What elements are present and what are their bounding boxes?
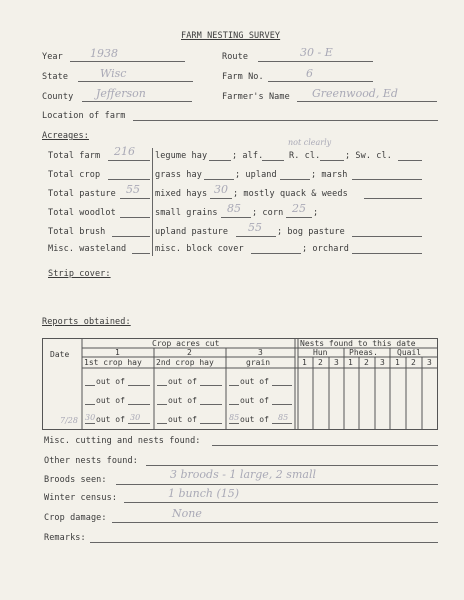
cell-line	[229, 404, 239, 405]
winter-census-label: Winter census:	[44, 493, 118, 503]
marsh-line	[352, 179, 422, 180]
other-nests-label: Other nests found:	[44, 456, 138, 466]
cell-line	[200, 423, 222, 424]
farm-no-label: Farm No.	[222, 72, 264, 82]
out-of-text: out of	[96, 396, 125, 405]
cell-line	[85, 404, 95, 405]
year-value: 1938	[90, 47, 118, 60]
quack-line	[364, 198, 422, 199]
report-date-value: 7/28	[60, 416, 78, 425]
bog-label: ; bog pasture	[277, 227, 345, 237]
out-of-text: out of	[96, 415, 125, 424]
quack-label: ; mostly quack & weeds	[233, 189, 348, 199]
mixed-value: 30	[214, 183, 228, 196]
report-cell-value: 30	[85, 413, 96, 422]
orchard-line	[352, 253, 422, 254]
acreage-row-line	[108, 160, 150, 161]
nest-sub: 2	[318, 358, 323, 367]
cell-line	[85, 423, 95, 424]
other-nests-line	[146, 465, 438, 466]
winter-census-line	[124, 502, 438, 503]
out-of-text: out of	[168, 396, 197, 405]
crop-col-1: 1	[115, 348, 120, 357]
corn-line	[286, 217, 312, 218]
mixed-label: mixed hays	[155, 189, 208, 199]
cell-line	[272, 423, 292, 424]
acreage-row-line	[132, 253, 150, 254]
strip-cover-label: Strip cover:	[48, 269, 111, 279]
acreage-row-line	[120, 217, 150, 218]
cell-line	[128, 385, 150, 386]
grass-label: grass hay	[155, 170, 202, 180]
state-value: Wisc	[100, 67, 127, 80]
farm-no-line	[268, 81, 373, 82]
acreage-row-label: Total farm	[48, 151, 101, 161]
orchard-label: ; orchard	[302, 244, 349, 254]
report-cell-value: 30	[130, 413, 141, 422]
mixed-line	[210, 198, 232, 199]
cell-line	[229, 423, 239, 424]
cell-line	[200, 404, 222, 405]
out-of-text: out of	[168, 415, 197, 424]
crop-sub-2: 2nd crop hay	[156, 358, 214, 367]
location-label: Location of farm	[42, 111, 126, 121]
rcl-label: R. cl.	[289, 151, 321, 161]
upland-line	[280, 179, 310, 180]
upland-pasture-line	[236, 236, 276, 237]
route-value: 30 - E	[300, 46, 333, 59]
state-label: State	[42, 72, 69, 82]
grass-line	[204, 179, 234, 180]
acreage-row-label: Total crop	[48, 170, 101, 180]
cell-line	[157, 423, 167, 424]
crop-col-2: 2	[187, 348, 192, 357]
farm-no-value: 6	[306, 67, 313, 80]
out-of-text: out of	[96, 377, 125, 386]
upland-pasture-value: 55	[248, 221, 262, 234]
swcl-label: ; Sw. cl.	[345, 151, 392, 161]
upland-label: ; upland	[235, 170, 277, 180]
cell-line	[272, 404, 292, 405]
acreage-row-label: Misc. wasteland	[48, 244, 127, 254]
acreage-row-value: 55	[126, 183, 140, 196]
acreage-row-line	[120, 198, 150, 199]
route-label: Route	[222, 52, 249, 62]
farmer-line	[297, 101, 437, 102]
broods-label: Broods seen:	[44, 475, 107, 485]
out-of-text: out of	[168, 377, 197, 386]
year-line	[70, 61, 185, 62]
pheas-header: Pheas.	[349, 348, 378, 357]
corn-end: ;	[313, 208, 319, 218]
crop-sub-3: grain	[246, 358, 271, 367]
nests-header: Nests found to this date	[300, 339, 416, 348]
alf-line	[262, 160, 284, 161]
broods-value: 3 broods - 1 large, 2 small	[170, 468, 316, 481]
date-header: Date	[50, 350, 70, 359]
report-cell-value: 85	[278, 413, 289, 422]
cell-line	[272, 385, 292, 386]
cell-line	[157, 404, 167, 405]
state-line	[78, 81, 193, 82]
route-line	[258, 61, 373, 62]
acreage-divider	[152, 148, 153, 256]
broods-line	[116, 484, 438, 485]
corn-label: ; corn	[252, 208, 284, 218]
nest-sub: 1	[348, 358, 353, 367]
small-grains-value: 85	[227, 202, 241, 215]
farmer-label: Farmer's Name	[222, 92, 290, 102]
cell-line	[229, 385, 239, 386]
form-title: FARM NESTING SURVEY	[181, 31, 281, 41]
nest-sub: 2	[411, 358, 416, 367]
cell-line	[157, 385, 167, 386]
hun-header: Hun	[313, 348, 328, 357]
county-label: County	[42, 92, 74, 102]
reports-heading: Reports obtained:	[42, 317, 131, 327]
misc-cutting-label: Misc. cutting and nests found:	[44, 436, 201, 446]
acreage-row-label: Total pasture	[48, 189, 116, 199]
acreage-row-label: Total brush	[48, 227, 106, 237]
upland-pasture-label: upland pasture	[155, 227, 229, 237]
cell-line	[200, 385, 222, 386]
legume-label: legume hay	[155, 151, 208, 161]
cell-line	[85, 385, 95, 386]
misc-block-line	[251, 253, 301, 254]
acreages-heading: Acreages:	[42, 131, 89, 141]
farmer-value: Greenwood, Ed	[312, 87, 398, 100]
rcl-line	[320, 160, 344, 161]
remarks-label: Remarks:	[44, 533, 86, 543]
year-label: Year	[42, 52, 63, 62]
remarks-line	[90, 542, 438, 543]
county-value: Jefferson	[96, 87, 146, 100]
legume-line	[209, 160, 231, 161]
marsh-label: ; marsh	[311, 170, 348, 180]
cell-line	[128, 423, 150, 424]
quail-header: Quail	[397, 348, 422, 357]
misc-cutting-line	[212, 445, 438, 446]
bog-line	[352, 236, 422, 237]
out-of-text: out of	[240, 415, 269, 424]
cell-line	[128, 404, 150, 405]
corn-value: 25	[292, 202, 306, 215]
nest-sub: 2	[364, 358, 369, 367]
reports-table	[42, 338, 438, 430]
nest-sub: 1	[395, 358, 400, 367]
crop-sub-1: 1st crop hay	[84, 358, 142, 367]
misc-block-label: misc. block cover	[155, 244, 244, 254]
crop-header: Crop acres cut	[152, 339, 220, 348]
winter-census-value: 1 bunch (15)	[168, 487, 240, 500]
crop-damage-line	[112, 522, 438, 523]
county-line	[82, 101, 192, 102]
small-grains-label: small grains	[155, 208, 218, 218]
nest-sub: 3	[427, 358, 432, 367]
crop-col-3: 3	[258, 348, 263, 357]
crop-damage-label: Crop damage:	[44, 513, 107, 523]
acreage-note: not clearly	[288, 138, 332, 147]
out-of-text: out of	[240, 377, 269, 386]
acreage-row-value: 216	[114, 145, 135, 158]
swcl-line	[398, 160, 422, 161]
nest-sub: 1	[302, 358, 307, 367]
acreage-row-line	[112, 236, 150, 237]
alf-label: ; alf.	[232, 151, 264, 161]
acreage-row-line	[108, 179, 150, 180]
nest-sub: 3	[380, 358, 385, 367]
nest-sub: 3	[334, 358, 339, 367]
crop-damage-value: None	[172, 507, 202, 520]
location-line	[133, 120, 438, 121]
acreage-row-label: Total woodlot	[48, 208, 116, 218]
small-grains-line	[221, 217, 251, 218]
out-of-text: out of	[240, 396, 269, 405]
report-cell-value: 85	[229, 413, 240, 422]
